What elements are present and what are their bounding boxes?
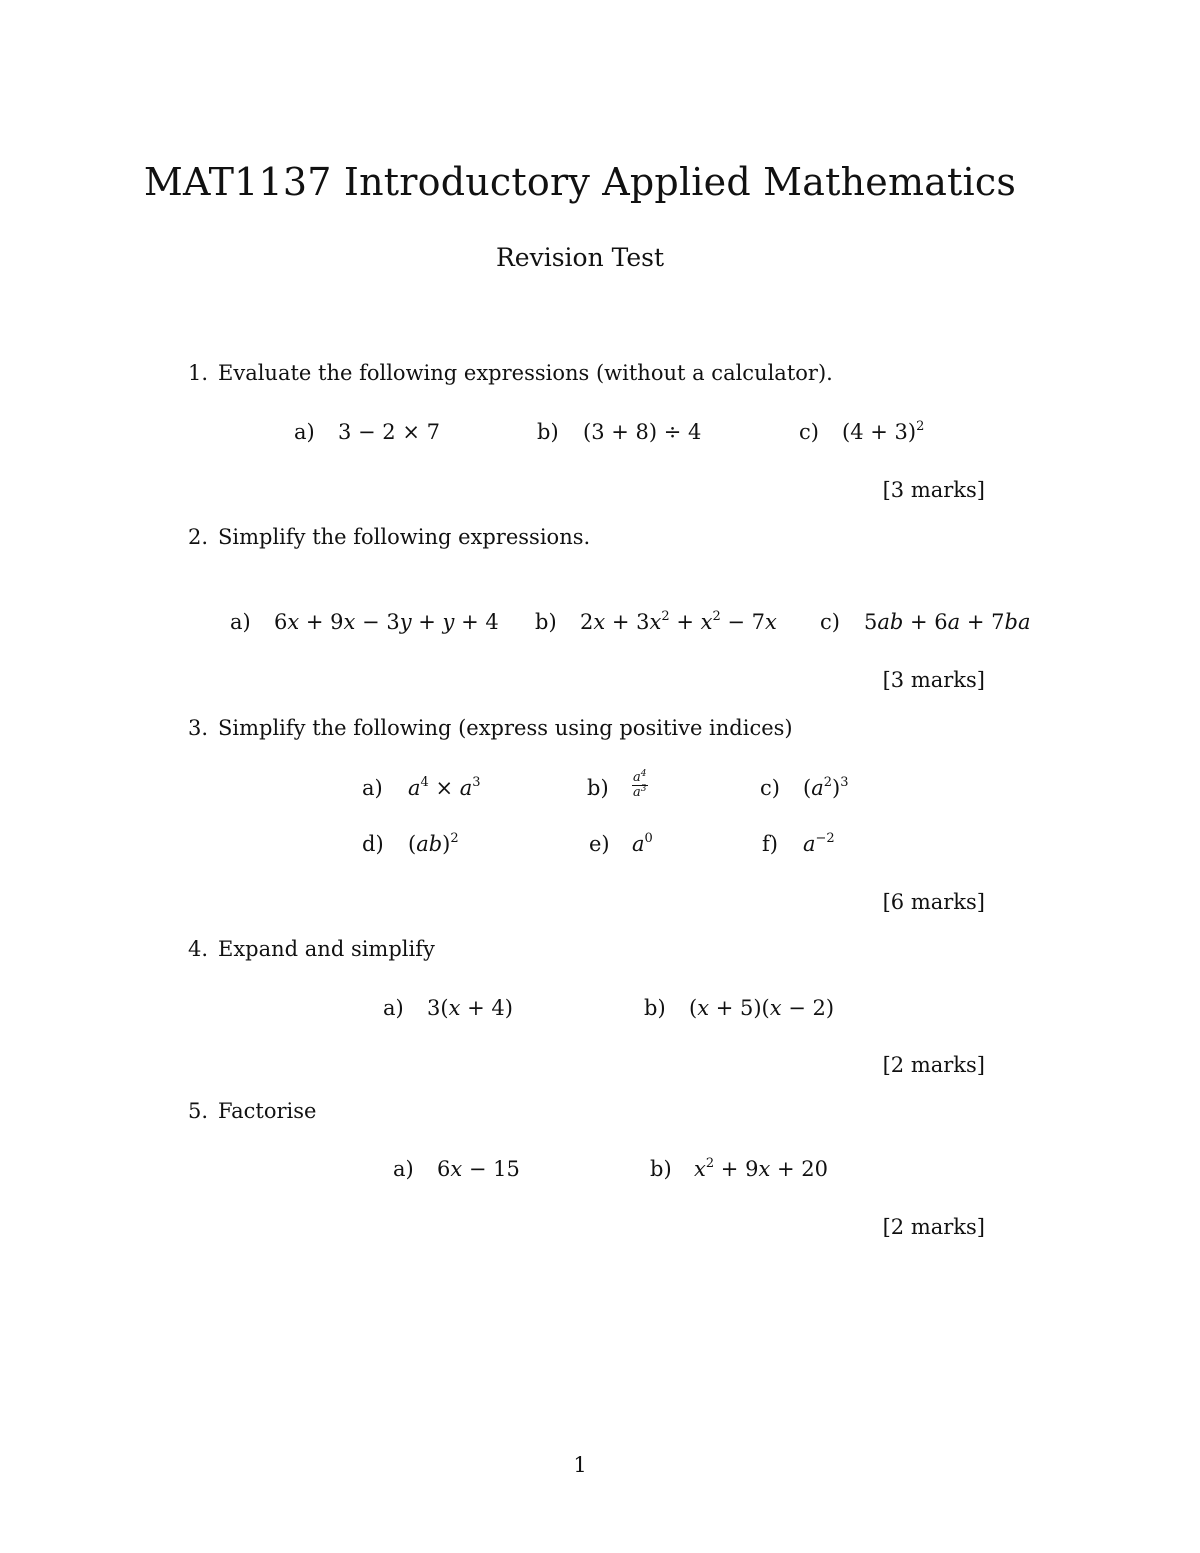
question-text: Simplify the following expressions. [218, 525, 591, 549]
part-label: c) [799, 420, 819, 444]
part-label: b) [537, 420, 559, 444]
page-subtitle: Revision Test [495, 243, 665, 272]
part-expression: 5ab + 6a + 7ba [864, 610, 1031, 634]
question-number: 4. [188, 937, 209, 961]
question-number: 1. [188, 361, 209, 385]
part-expression: $(4 + 3)^2$ [842, 419, 925, 444]
question-text: Simplify the following (express using positive indices) [218, 716, 793, 740]
part-label: b) [644, 996, 666, 1020]
part-expression: 3 − 2 × 7 [338, 420, 440, 444]
part-label: b) [535, 610, 557, 634]
part-label: b) [587, 776, 609, 800]
question-number: 5. [188, 1099, 209, 1123]
part-expression: $a^{-2}$ [803, 831, 835, 856]
part-expression: 6x + 9x − 3y + y + 4 [274, 610, 499, 634]
part-label: c) [820, 610, 840, 634]
question-text: Factorise [218, 1099, 317, 1123]
part-label: f) [762, 832, 778, 856]
question-text: Expand and simplify [218, 937, 435, 961]
part-label: c) [760, 776, 780, 800]
question-number: 2. [188, 525, 209, 549]
part-label: a) [294, 420, 315, 444]
part-label: a) [393, 1157, 414, 1181]
part-label: b) [650, 1157, 672, 1181]
page-number: 1 [573, 1453, 587, 1477]
part-expression: $a^4 \times a^3$ [408, 775, 481, 800]
part-expression: (x + 5)(x − 2) [689, 996, 835, 1020]
page-title: MAT1137 Introductory Applied Mathematics [143, 160, 1017, 204]
part-expression: (ab)$^2$ [408, 831, 459, 856]
part-label: a) [383, 996, 404, 1020]
part-expression: $a^0$ [632, 831, 653, 856]
part-label: a) [362, 776, 383, 800]
marks-label: [2 marks] [882, 1215, 985, 1239]
marks-label: [3 marks] [882, 478, 985, 502]
part-label: e) [589, 832, 610, 856]
marks-label: [3 marks] [882, 668, 985, 692]
part-label: a) [230, 610, 251, 634]
part-label: d) [362, 832, 384, 856]
question-number: 3. [188, 716, 209, 740]
part-expression: $2x + 3x^2 + x^2 - 7x$ [580, 609, 777, 634]
part-expression: 3(x + 4) [427, 996, 513, 1020]
part-expression: (3 + 8) ÷ 4 [583, 420, 702, 444]
marks-label: [6 marks] [882, 890, 985, 914]
question-text: Evaluate the following expressions (without a calculator). [218, 361, 833, 385]
part-expression: $x^2 + 9x + 20$ [694, 1156, 828, 1181]
part-expression: $(a^2)^3$ [803, 775, 849, 800]
marks-label: [2 marks] [882, 1053, 985, 1077]
part-expression: $\frac{a^4}{a^3}$ [633, 769, 647, 800]
part-expression: 6x − 15 [437, 1157, 520, 1181]
